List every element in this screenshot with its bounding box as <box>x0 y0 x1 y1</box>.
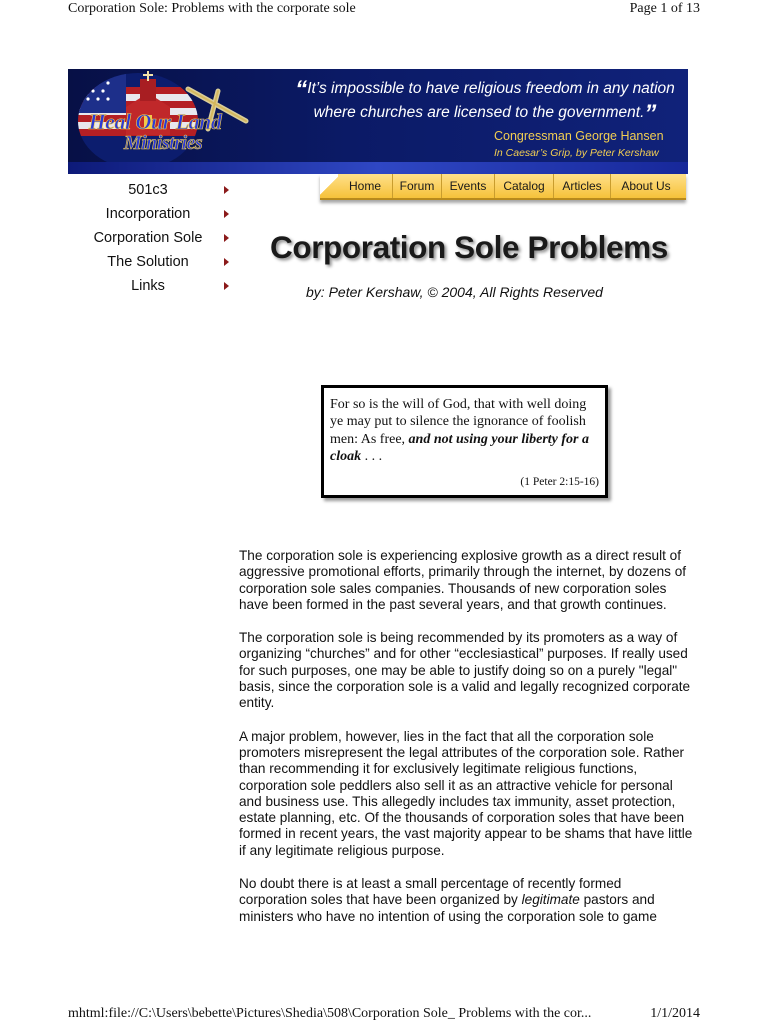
triangle-right-icon <box>224 186 229 194</box>
side-navigation <box>78 178 238 298</box>
attribution-source: In Caesar’s Grip, by Peter Kershaw <box>494 147 659 159</box>
attribution-name: Congressman George Hansen <box>494 129 664 143</box>
paragraph-3: A major problem, however, lies in the fact that all the corporation sole promoters misrepresent the legal attributes of the corporation sole. Rather than recommending it for exclusively legitimate religious functions, corporation sole peddlers also sell it as an attractive vehicle for personal and business use. This allegedly includes tax immunity, asset protection, estate planning, etc. Of the thousands of corporation soles that have been formed in recent years, the vast majority appear to be shams that have little if any legitimate religious purpose. <box>239 728 693 858</box>
nav-catalog[interactable]: Catalog <box>495 174 554 198</box>
paragraph-2: The corporation sole is being recommended by its promoters as a way of organizing “churches” and for other “ecclesiastical” purposes. If really used for such purposes, one may be able to justify doing so on a purely "legal" basis, since the corporation sole is a valid and legally recognized corporate entity. <box>239 630 691 711</box>
scripture-text-emphasis: and not using your liberty for a cloak <box>330 431 590 464</box>
print-header-page-number: Page 1 of 13 <box>629 1 700 16</box>
sidebar-item-label: Incorporation <box>105 206 191 222</box>
nav-about-us[interactable]: About Us <box>621 179 671 193</box>
page-title: Corporation Sole Problems <box>270 229 668 265</box>
triangle-right-icon <box>224 282 229 290</box>
paragraph-1: The corporation sole is experiencing explosive growth as a direct result of aggressive promotional efforts, primarily through the internet, by dozens of corporation sole sales companies. Thousands of new corporation soles have been formed in the past several years, and that growth continues. <box>239 548 687 612</box>
banner-quote-line1: It’s impossible to have religious freedom in any nation <box>307 80 675 97</box>
sidebar-item-label: 501c3 <box>128 182 168 198</box>
paragraph-4-italic: legitimate <box>521 892 580 908</box>
article-body <box>239 548 693 925</box>
site-banner <box>68 69 688 174</box>
top-navigation <box>320 174 686 200</box>
scripture-text-tail: . . . <box>361 448 383 464</box>
scripture-quote-box <box>321 385 608 498</box>
triangle-right-icon <box>224 258 229 266</box>
scripture-text <box>330 396 600 465</box>
nav-articles[interactable]: Articles <box>554 174 611 198</box>
logo-text-line2: Ministries <box>123 132 203 154</box>
nav-home[interactable]: Home <box>338 174 393 198</box>
sidebar-item-label: The Solution <box>107 254 189 270</box>
print-header <box>68 0 700 20</box>
nav-corner-notch <box>320 174 338 198</box>
paragraph-4 <box>239 876 693 925</box>
sidebar-item-label: Links <box>131 278 165 294</box>
sidebar-item-links[interactable] <box>78 274 218 298</box>
sidebar-item-the-solution[interactable] <box>78 250 218 274</box>
nav-events[interactable]: Events <box>442 174 495 198</box>
triangle-right-icon <box>224 210 229 218</box>
heal-our-land-logo[interactable] <box>68 69 288 174</box>
scripture-text-plain: For so is the will of God, that with well doing ye may put to silence the ignorance of foolish men: As free, <box>330 397 587 447</box>
nav-forum[interactable]: Forum <box>393 174 442 198</box>
print-footer-date: 1/1/2014 <box>650 1006 700 1021</box>
banner-quote <box>290 77 680 125</box>
sidebar-item-501c3[interactable] <box>78 178 218 202</box>
print-footer <box>68 1006 700 1026</box>
banner-quote-line2: where churches are licensed to the government. <box>313 104 645 121</box>
logo-text-line1: Heal Our Land <box>88 109 222 134</box>
paragraph-4-start: No doubt there is at least a small percentage of recently formed corporation soles that have been organized by <box>239 876 622 908</box>
print-header-title: Corporation Sole: Problems with the corporate sole <box>68 1 356 16</box>
print-footer-path: mhtml:file://C:\Users\bebette\Pictures\Shedia\508\Corporation Sole_ Problems with the cor... <box>68 1006 592 1021</box>
triangle-right-icon <box>224 234 229 242</box>
paragraph-4-end: pastors and ministers who have no intention of using the corporation sole to game <box>239 892 657 924</box>
close-quote-mark: ” <box>644 100 657 127</box>
byline: by: Peter Kershaw, © 2004, All Rights Reserved <box>306 284 603 300</box>
open-quote-mark: “ <box>295 76 308 103</box>
banner-stripe <box>68 162 688 174</box>
sidebar-item-incorporation[interactable] <box>78 202 218 226</box>
scripture-reference: (1 Peter 2:15-16) <box>520 476 599 488</box>
banner-attribution <box>494 128 670 162</box>
sidebar-item-corporation-sole[interactable] <box>78 226 218 250</box>
sidebar-item-label: Corporation Sole <box>93 230 203 246</box>
